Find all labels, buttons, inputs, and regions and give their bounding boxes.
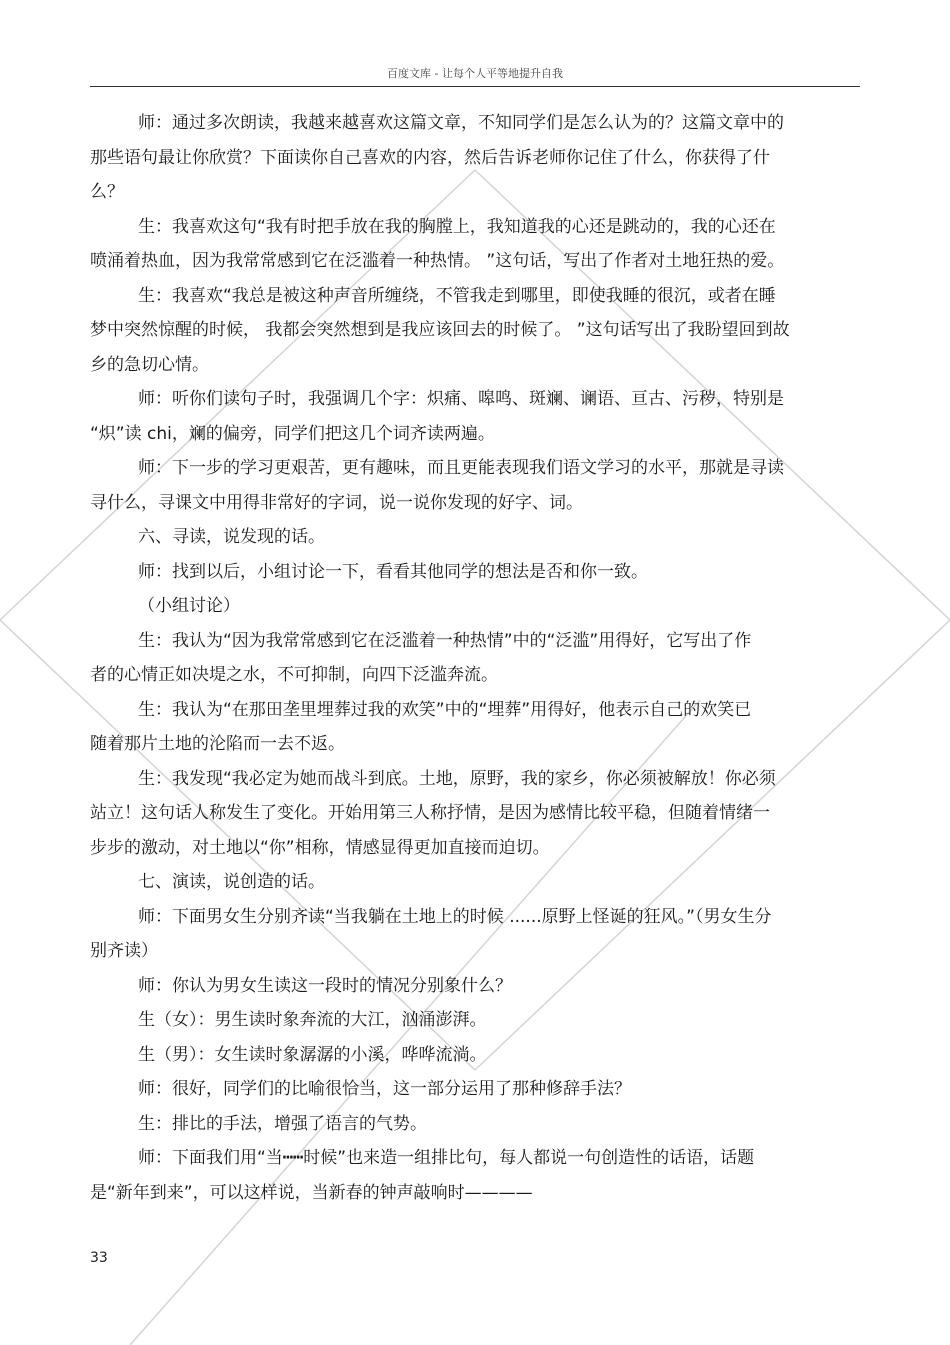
paragraph-line: 者的心情正如决堤之水，不可抑制，向四下泛滥奔流。 — [90, 665, 498, 685]
paragraph — [90, 969, 860, 1004]
paragraph-line: 师：下面男女生分别齐读“当我躺在土地上的时候 ......原野上怪诞的狂风。”（男女生分 — [138, 906, 772, 927]
paragraph-line: 生：我喜欢“我总是被这种声音所缠绕，不管我走到哪里，即使我睡的很沉，或者在睡 — [138, 285, 776, 306]
paragraph-line: 生（女）：男生读时象奔流的大江，汹涌澎湃。 — [138, 1010, 487, 1030]
paragraph — [90, 1107, 860, 1142]
paragraph-line: 步步的激动，对土地以“你”相称，情感显得更加直接而迫切。 — [90, 837, 550, 858]
paragraph — [90, 1003, 860, 1038]
paragraph — [90, 589, 860, 624]
paragraph — [90, 279, 860, 383]
paragraph-line: 师：找到以后，小组讨论一下，看看其他同学的想法是否和你一致。 — [138, 561, 648, 582]
paragraph-line: 六、寻读，说发现的话。 — [138, 527, 325, 547]
paragraph — [90, 865, 860, 900]
paragraph-line: 生（男）：女生读时象潺潺的小溪，哗哗流淌。 — [138, 1044, 487, 1065]
paragraph-line: 那些语句最让你欣赏？下面读你自己喜欢的内容，然后告诉老师你记住了什么，你获得了什 — [90, 147, 770, 168]
paragraph — [90, 210, 860, 279]
paragraph-line: 乡的急切心情。 — [90, 354, 209, 375]
paragraph-line: 生：我认为“因为我常常感到它在泛滥着一种热情”中的“泛滥”用得好，它写出了作 — [138, 630, 752, 651]
paragraph-line: 别齐读） — [90, 941, 158, 961]
paragraph-line: 师：通过多次朗读，我越来越喜欢这篇文章，不知同学们是怎么认为的？这篇文章中的 — [138, 113, 784, 133]
paragraph-line: 喷涌着热血，因为我常常感到它在泛滥着一种热情。 ”这句话，写出了作者对土地狂热的爱。 — [90, 251, 785, 271]
paragraph-line: 生：我认为“在那田垄里埋葬过我的欢笑”中的“埋葬”用得好，他表示自己的欢笑已 — [138, 699, 752, 720]
paragraph-line: 师：你认为男女生读这一段时的情况分别象什么？ — [138, 975, 512, 996]
paragraph — [90, 520, 860, 555]
paragraph — [90, 624, 860, 693]
paragraph-line: “炽”读 chi，斓的偏旁，同学们把这几个词齐读两遍。 — [90, 423, 495, 444]
paragraph-line: 师：下面我们用“当┅┅时候”也来造一组排比句，每人都说一句创造性的话语，话题 — [138, 1148, 755, 1168]
paragraph-line: 师：很好，同学们的比喻很恰当，这一部分运用了那种修辞手法？ — [138, 1079, 631, 1099]
header-text: 百度文库 - 让每个人平等地提升自我 — [387, 67, 563, 80]
paragraph-line: 是“新年到来”，可以这样说，当新春的钟声敲响时———— — [90, 1182, 533, 1203]
paragraph-line: 随着那片土地的沦陷而一去不返。 — [90, 734, 345, 754]
paragraph — [90, 1141, 860, 1210]
paragraph — [90, 555, 860, 590]
page-number: 33 — [90, 1250, 108, 1266]
paragraph-line: 站立！这句话人称发生了变化。开始用第三人称抒情，是因为感情比较平稳，但随着情绪一 — [90, 803, 770, 823]
paragraph — [90, 106, 860, 210]
paragraph-line: 生：排比的手法，增强了语言的气势。 — [138, 1113, 427, 1134]
paragraph — [90, 451, 860, 520]
paragraph-line: （小组讨论） — [138, 596, 240, 616]
paragraph — [90, 382, 860, 451]
paragraph-line: 七、演读，说创造的话。 — [138, 872, 325, 892]
paragraph-line: 师：听你们读句子时，我强调几个字：炽痛、嗥鸣、斑斓、谰语、亘古、污秽，特别是 — [138, 389, 784, 409]
page-header — [90, 62, 860, 87]
paragraph-line: 生：我发现“我必定为她而战斗到底。土地，原野，我的家乡，你必须被解放！你必须 — [138, 768, 776, 789]
paragraph-line: 么？ — [90, 182, 124, 202]
paragraph — [90, 1038, 860, 1073]
paragraph-line: 师：下一步的学习更艰苦，更有趣味，而且更能表现我们语文学习的水平，那就是寻读 — [138, 458, 784, 478]
paragraph-line: 梦中突然惊醒的时候， 我都会突然想到是我应该回去的时候了。 ”这句话写出了我盼望回到故 — [90, 320, 790, 340]
paragraph-line: 寻什么，寻课文中用得非常好的字词，说一说你发现的好字、词。 — [90, 492, 583, 513]
paragraph — [90, 1072, 860, 1107]
paragraph — [90, 762, 860, 866]
paragraph — [90, 693, 860, 762]
document-body — [90, 106, 860, 1210]
paragraph-line: 生：我喜欢这句“我有时把手放在我的胸膛上，我知道我的心还是跳动的，我的心还在 — [138, 216, 776, 237]
paragraph — [90, 900, 860, 969]
